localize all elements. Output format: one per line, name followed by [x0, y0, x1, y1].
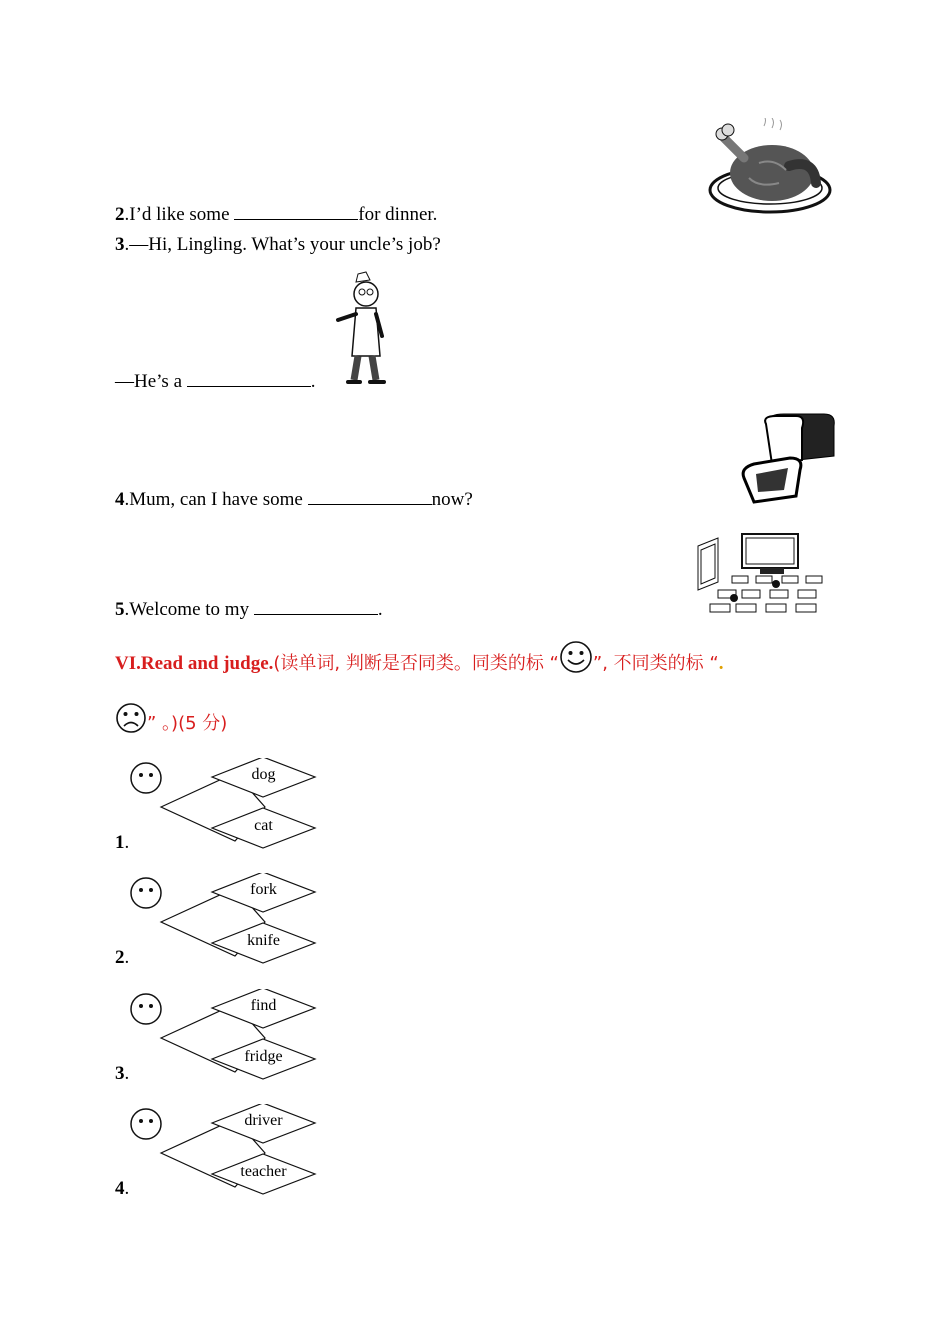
question-text: .Mum, can I have some	[124, 489, 308, 510]
question-2	[115, 201, 437, 226]
answer-suffix: .	[310, 371, 316, 392]
question-5	[115, 596, 383, 621]
classroom-image	[696, 530, 834, 616]
word-top: driver	[244, 1112, 283, 1129]
word-bottom: fridge	[244, 1048, 283, 1065]
question-text: .Welcome to my	[124, 599, 254, 620]
answer-circle[interactable]	[131, 878, 161, 908]
question-text: .—Hi, Lingling. What’s your uncle’s job?	[124, 234, 441, 255]
question-number: 2	[115, 204, 125, 225]
word-pair-item	[115, 1104, 325, 1204]
section-instruction: (读单词, 判断是否同类。同类的标 “	[273, 652, 559, 674]
question-4	[115, 486, 473, 511]
question-text: .I’d like some	[124, 204, 235, 225]
word-bottom: knife	[247, 932, 280, 949]
smiley-face-icon	[559, 640, 593, 689]
answer-blank[interactable]	[308, 486, 432, 505]
pair-number: 2.	[115, 947, 130, 968]
section-instruction: ”, 不同类的标 “	[592, 652, 719, 674]
question-text-end: now?	[431, 489, 473, 510]
roast-chicken-image	[704, 118, 836, 218]
question-text-end: .	[377, 599, 383, 620]
answer-circle[interactable]	[131, 1109, 161, 1139]
word-pair-item	[115, 873, 325, 973]
answer-prefix: —He’s a	[115, 371, 187, 392]
answer-blank[interactable]	[254, 596, 378, 615]
pair-number: 3.	[115, 1063, 130, 1084]
pair-number: 4.	[115, 1178, 130, 1199]
section-title: Read and judge.	[140, 652, 274, 674]
word-top: dog	[251, 766, 276, 783]
section-instruction: ” 。)(5 分)	[147, 712, 228, 734]
section-heading	[115, 640, 723, 680]
answer-blank[interactable]	[234, 201, 358, 220]
answer-blank[interactable]	[187, 368, 311, 387]
sad-face-icon	[115, 702, 147, 747]
word-pair-item	[115, 989, 325, 1089]
word-bottom: cat	[254, 817, 273, 834]
answer-circle[interactable]	[131, 763, 161, 793]
question-text-end: for dinner.	[358, 204, 438, 225]
question-number: 3	[115, 234, 125, 255]
bread-image	[740, 412, 836, 504]
word-top: fork	[250, 881, 277, 898]
question-3	[115, 234, 441, 256]
section-roman: VI.	[115, 652, 141, 674]
question-number: 4	[115, 489, 125, 510]
word-top: find	[250, 997, 277, 1014]
doctor-image	[330, 270, 390, 388]
word-bottom: teacher	[240, 1163, 287, 1180]
answer-circle[interactable]	[131, 994, 161, 1024]
section-instruction: .	[718, 652, 724, 674]
word-pair-item	[115, 758, 325, 858]
question-number: 5	[115, 599, 125, 620]
pair-number: 1.	[115, 832, 130, 853]
question-3-answer	[115, 368, 316, 393]
section-heading-cont	[115, 702, 227, 738]
